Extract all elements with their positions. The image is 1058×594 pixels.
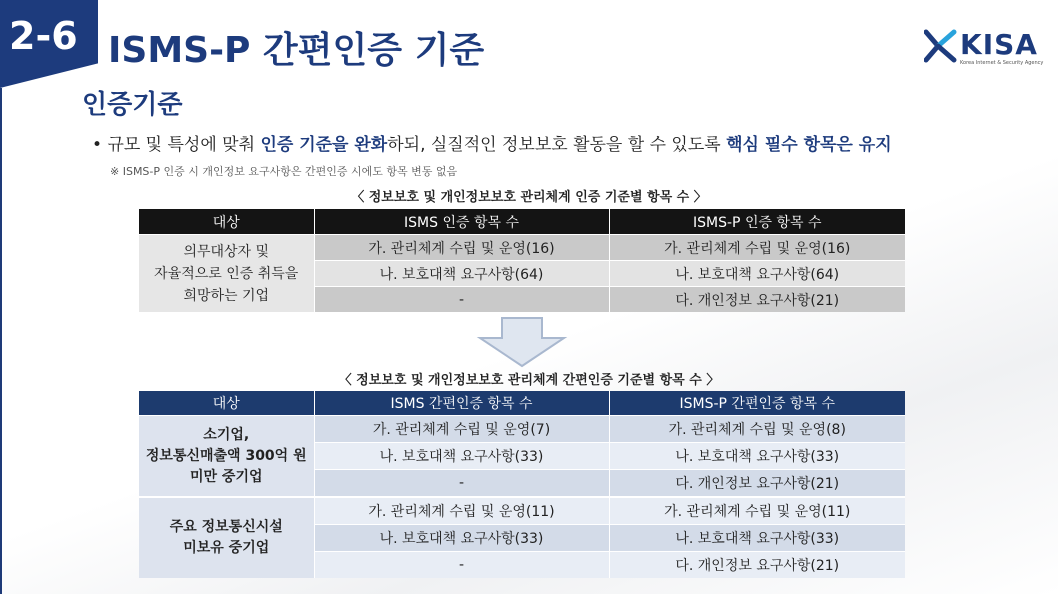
table-isms-simplified [139, 391, 905, 578]
cell-isms: - [314, 470, 609, 498]
header-ismsp: ISMS-P 인증 항목 수 [609, 209, 905, 235]
table-row [139, 235, 905, 261]
target-line: 희망하는 기업 [183, 287, 270, 304]
cell-isms: 나. 보호대책 요구사항(33) [314, 443, 609, 470]
table-header-row [139, 209, 905, 235]
target-line: 미보유 중기업 [183, 540, 270, 556]
table1-caption: 〈 정보보호 및 개인정보보호 관리체계 인증 기준별 항목 수 〉 [351, 190, 707, 205]
cell-ismsp: 가. 관리체계 수립 및 운영(11) [609, 497, 905, 525]
target-line: 주요 정보통신시설 [169, 519, 283, 535]
cell-isms: - [314, 287, 609, 313]
table-row [139, 416, 905, 443]
section-subtitle: 인증기준 [82, 90, 183, 120]
target-line: 소기업, [203, 426, 250, 443]
cell-isms: 가. 관리체계 수립 및 운영(7) [314, 416, 609, 443]
section-number: 2-6 [9, 14, 78, 58]
cell-ismsp: 가. 관리체계 수립 및 운영(8) [609, 416, 905, 443]
footnote: ※ ISMS-P 인증 시 개인정보 요구사항은 간편인증 시에도 항목 변동 없음 [110, 165, 458, 178]
header-target: 대상 [139, 391, 314, 416]
table2-caption: 〈 정보보호 및 개인정보보호 관리체계 간편인증 기준별 항목 수 〉 [338, 373, 720, 388]
header-isms: ISMS 인증 항목 수 [314, 209, 609, 235]
target-line: 자율적으로 인증 취득을 [154, 265, 299, 282]
target-line: 정보통신매출액 300억 원 [145, 447, 307, 464]
cell-ismsp: 다. 개인정보 요구사항(21) [609, 470, 905, 498]
table-row [139, 497, 905, 525]
cell-ismsp: 나. 보호대책 요구사항(33) [609, 443, 905, 470]
cell-isms: 나. 보호대책 요구사항(64) [314, 261, 609, 287]
cell-ismsp: 다. 개인정보 요구사항(21) [609, 552, 905, 579]
cell-ismsp: 가. 관리체계 수립 및 운영(16) [609, 235, 905, 261]
bullet-text-2: 하되, 실질적인 정보보호 활동을 할 수 있도록 [387, 135, 727, 155]
kisa-mark-icon [924, 26, 960, 66]
table-header-row [139, 391, 905, 416]
bullet-highlight-2: 핵심 필수 항목은 유지 [726, 135, 892, 155]
cell-ismsp: 나. 보호대책 요구사항(64) [609, 261, 905, 287]
bullet-point [92, 130, 892, 155]
bullet-text-1: 규모 및 특성에 맞춰 [107, 135, 261, 155]
kisa-logo [924, 26, 1044, 82]
header-isms: ISMS 간편인증 항목 수 [314, 391, 609, 416]
target-line: 미만 중기업 [190, 468, 263, 485]
target-line: 의무대상자 및 [183, 243, 270, 260]
down-arrow-icon [476, 316, 568, 368]
target-cell [139, 235, 314, 313]
cell-ismsp: 다. 개인정보 요구사항(21) [609, 287, 905, 313]
table-isms-standard [139, 209, 905, 312]
page-title: ISMS-P 간편인증 기준 [108, 30, 485, 71]
cell-isms: 가. 관리체계 수립 및 운영(11) [314, 497, 609, 525]
target-cell [139, 416, 314, 498]
cell-isms: 나. 보호대책 요구사항(33) [314, 525, 609, 552]
target-cell [139, 497, 314, 578]
bullet-highlight-1: 인증 기준을 완화 [260, 135, 388, 155]
logo-subtext: Korea Internet & Security Agency [960, 60, 1044, 66]
header-target: 대상 [139, 209, 314, 235]
bullet-dot: • [92, 135, 108, 155]
left-rule [0, 88, 2, 594]
cell-ismsp: 나. 보호대책 요구사항(33) [609, 525, 905, 552]
header-ismsp: ISMS-P 간편인증 항목 수 [609, 391, 905, 416]
cell-isms: 가. 관리체계 수립 및 운영(16) [314, 235, 609, 261]
logo-word: KISA [960, 28, 1038, 61]
cell-isms: - [314, 552, 609, 579]
